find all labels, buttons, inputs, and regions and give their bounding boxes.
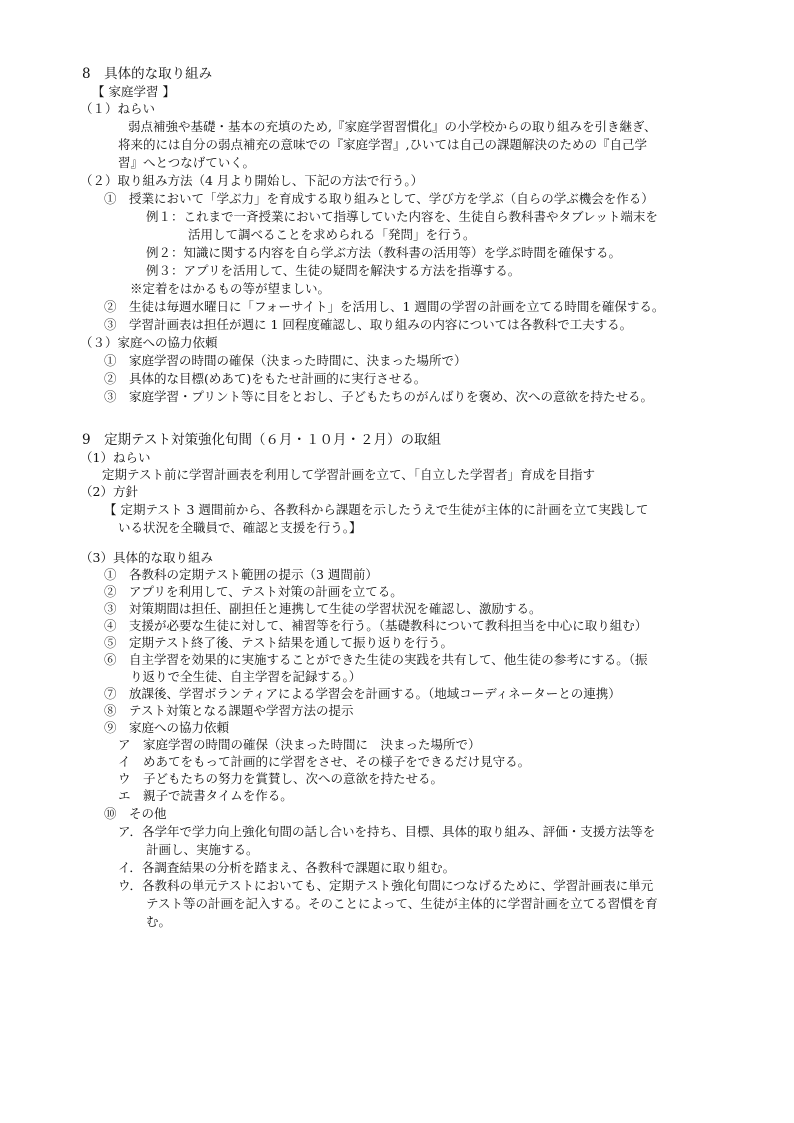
s9-policy-text-2: いる状況を全職員で、確認と支援を行う。】: [118, 520, 362, 535]
s8-aim-heading: （１）ねらい: [80, 101, 156, 116]
s9-action-6a: ⑥ 自主学習を効果的に実施することができた生徒の実践を共有して、他生徒の参考にする。（振: [104, 652, 648, 667]
s8-home-item-2: ② 具体的な目標(めあて)をもたせ計画的に実行させる。: [104, 371, 427, 386]
s9-action-10c-3: む。: [146, 914, 172, 929]
s9-action-10: ⑩ その他: [104, 806, 167, 821]
s9-action-5: ⑤ 定期テスト終了後、テスト結果を通して振り返りを行う。: [104, 635, 454, 650]
s8-home-item-1: ① 家庭学習の時間の確保（決まった時間に、決まった場所で）: [104, 353, 467, 368]
s9-policy-text-1: 【 定期テスト 3 週間前から、各教科から課題を示したうえで生徒が主体的に計画を立て実践して: [104, 502, 649, 517]
s8-method-example-3: 例３：アプリを活用して、生徒の疑問を解決する方法を指導する。: [146, 263, 521, 278]
s8-aim-text-3: 習』へとつなげていく。: [118, 155, 256, 170]
section-8-heading: 8 具体的な取り組み: [82, 66, 213, 82]
s8-method-item-3: ③ 学習計画表は担任が週に 1 回程度確認し、取り組みの内容については各教科で工夫する。: [104, 317, 633, 332]
section-9-heading: 9 定期テスト対策強化旬間（６月・１０月・２月）の取組: [82, 432, 442, 448]
s9-action-2: ② アプリを利用して、テスト対策の計画を立てる。: [104, 584, 403, 599]
s8-method-heading: （２）取り組み方法（4 月より開始し、下記の方法で行う。）: [80, 173, 424, 188]
s8-method-example-1a: 例１：これまで一斉授業において指導していた内容を、生徒自ら教科書やタブレット端末を: [146, 209, 658, 224]
s9-action-10a-1: ア．各学年で学力向上強化旬間の話し合いを持ち、目標、具体的取り組み、評価・支援方法等を: [118, 824, 656, 839]
s8-method-item-1: ① 授業において「学ぶ力」を育成する取り組みとして、学び方を学ぶ（自らの学ぶ機会を作る）: [104, 191, 654, 206]
s8-home-item-3: ③ 家庭学習・プリント等に目をとおし、子どもたちのがんばりを褒め、次への意欲を持たせる。: [104, 389, 654, 404]
s9-action-1: ① 各教科の定期テスト範囲の提示（3 週間前）: [104, 567, 378, 582]
s9-aim-text: 定期テスト前に学習計画表を利用して学習計画を立て、「自立した学習者」育成を目指す: [102, 467, 596, 482]
s9-aim-heading: （1）ねらい: [80, 450, 151, 465]
s9-action-9d: エ 親子で読書タイムを作る。: [118, 788, 293, 803]
s9-action-10b: イ．各調査結果の分析を踏まえ、各教科で課題に取り組む。: [118, 860, 456, 875]
s8-method-item-2: ② 生徒は毎週水曜日に「フォーサイト」を活用し、1 週間の学習の計画を立てる時間を確保する。: [104, 299, 665, 314]
s9-action-7: ⑦ 放課後、学習ボランティアによる学習会を計画する。（地域コーディネーターとの連携）: [104, 686, 621, 701]
s9-action-9b: イ めあてをもって計画的に学習をさせ、その様子をできるだけ見守る。: [118, 754, 531, 769]
s8-method-example-1b: 活用して調べることを求められる「発問」を行う。: [188, 227, 476, 242]
s9-action-10a-2: 計画し、実施する。: [146, 842, 259, 857]
s9-action-10c-2: テスト等の計画を記入する。そのことによって、生徒が主体的に学習計画を立てる習慣を育: [146, 896, 658, 911]
s9-action-10c-1: ウ．各教科の単元テストにおいても、定期テスト強化旬間につなげるために、学習計画表に単元: [118, 878, 654, 893]
section-8-subtitle: 【 家庭学習 】: [92, 84, 175, 99]
s8-method-note: ※定着をはかるもの等が望ましい。: [130, 281, 331, 296]
s9-action-3: ③ 対策期間は担任、副担任と連携して生徒の学習状況を確認し、激励する。: [104, 601, 542, 616]
s9-action-6b: り返りで全生徒、自主学習を記録する。）: [130, 669, 362, 684]
s9-action-8: ⑧ テスト対策となる課題や学習方法の提示: [104, 703, 354, 718]
s8-aim-text-1: 弱点補強や基礎・基本の充填のため,『家庭学習習慣化』の小学校からの取り組みを引き継ぎ、: [128, 119, 657, 134]
s8-method-example-2: 例２：知識に関する内容を自ら学ぶ方法（教科書の活用等）を学ぶ時間を確保する。: [146, 245, 622, 260]
s9-action-9: ⑨ 家庭への協力依頼: [104, 720, 230, 735]
s9-action-9c: ウ 子どもたちの努力を賞賛し、次への意欲を持たせる。: [118, 771, 444, 786]
s8-home-heading: （３）家庭への協力依頼: [80, 335, 218, 350]
s9-action-9a: ア 家庭学習の時間の確保（決まった時間に 決まった場所で）: [118, 737, 481, 752]
s8-aim-text-2: 将来的には自分の弱点補充の意味での『家庭学習』,ひいては自己の課題解決のための『自己学: [118, 137, 647, 152]
s9-actions-heading: （3）具体的な取り組み: [80, 550, 213, 565]
s9-action-4: ④ 支援が必要な生徒に対して、補習等を行う。（基礎教科について教科担当を中心に取り組む）: [104, 618, 648, 633]
s9-policy-heading: （2）方針: [80, 484, 138, 499]
